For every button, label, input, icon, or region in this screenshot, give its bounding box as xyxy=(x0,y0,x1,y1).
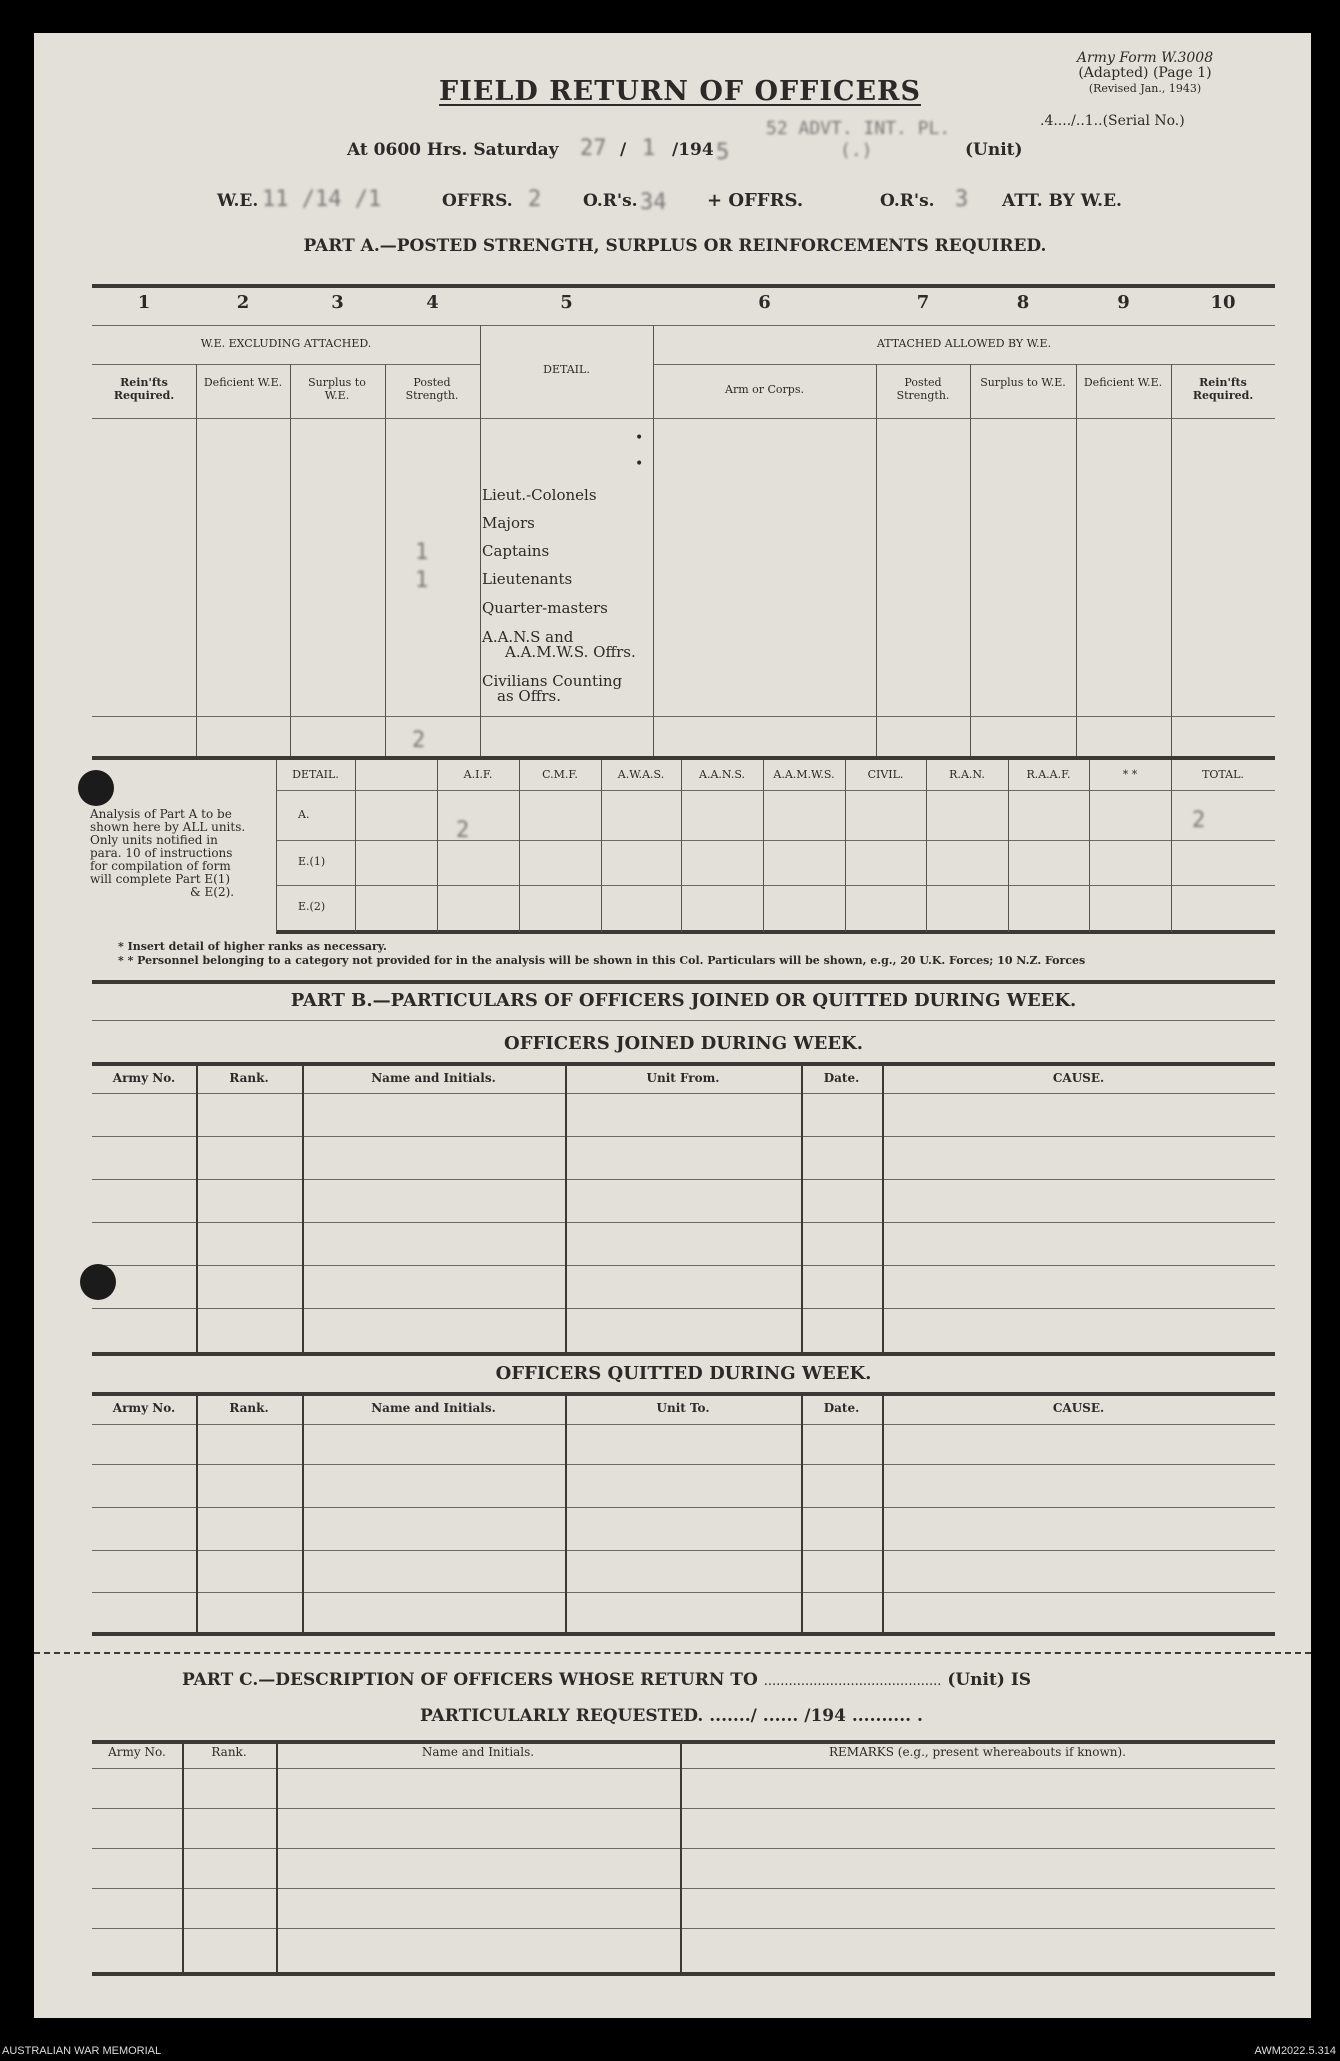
rank-lieut-colonels: Lieut.-Colonels xyxy=(482,486,597,504)
posted-captains: 1 xyxy=(415,540,429,565)
part-c-line1: PART C.—DESCRIPTION OF OFFICERS WHOSE RETURN TO ........................................... (Unit) IS xyxy=(182,1670,1032,1690)
analysis-note: Analysis of Part A to be shown here by ALL units. Only units notified in para. 10 of instructions for compilation of form will complete Part E(1) & E(2). xyxy=(90,807,246,899)
ors2-value: 3 xyxy=(955,187,969,212)
rank-civilians: Civilians Counting xyxy=(482,672,623,690)
rank-lieutenants: Lieutenants xyxy=(482,570,573,588)
year-suffix: 5 xyxy=(716,140,730,165)
head-posted-strength: Posted Strength. xyxy=(405,376,459,402)
col-number-2: 2 xyxy=(236,292,250,313)
ors2-label: O.R's. xyxy=(880,191,935,211)
ors-value: 34 xyxy=(640,190,667,215)
form-title: FIELD RETURN OF OFFICERS xyxy=(439,76,921,107)
head-surplus-we: Surplus to W.E. xyxy=(308,376,366,402)
head-posted-strength-att: Posted Strength. xyxy=(896,376,950,402)
part-c-head-remarks: REMARKS (e.g., present whereabouts if known). xyxy=(829,1745,1126,1759)
analysis-head-raaf: R.A.A.F. xyxy=(1026,768,1071,781)
form-ref-line3: (Revised Jan., 1943) xyxy=(1088,82,1202,95)
part-a-top-rule xyxy=(92,284,1275,288)
plus-offrs-label: + OFFRS. xyxy=(707,190,804,211)
part-c-head-rank: Rank. xyxy=(211,1745,247,1759)
joined-title: OFFICERS JOINED DURING WEEK. xyxy=(504,1033,863,1054)
part-a-title: PART A.—POSTED STRENGTH, SURPLUS OR REINFORCEMENTS REQUIRED. xyxy=(303,236,1047,256)
head-deficient-we-att: Deficient W.E. xyxy=(1083,376,1163,389)
head-reinfts-required-att: Rein'fts Required. xyxy=(1192,376,1254,402)
part-b-title: PART B.—PARTICULARS OF OFFICERS JOINED OR QUITTED DURING WEEK. xyxy=(290,990,1077,1011)
analysis-head-civil: CIVIL. xyxy=(867,768,904,781)
analysis-head-other: * * xyxy=(1122,768,1138,781)
footnote-1: * Insert detail of higher ranks as necessary. xyxy=(118,940,387,953)
offrs-label: OFFRS. xyxy=(442,191,513,211)
analysis-head-cmf: C.M.F. xyxy=(542,768,578,781)
quitted-head-rank: Rank. xyxy=(229,1401,269,1415)
form-ref-line1: Army Form W.3008 xyxy=(1076,50,1214,66)
unit-label: (Unit) xyxy=(965,140,1023,160)
analysis-total-a: 2 xyxy=(1192,808,1206,833)
analysis-aif-a: 2 xyxy=(456,818,470,843)
quitted-head-date: Date. xyxy=(823,1401,860,1415)
unit-name-blurred: 52 ADVT. INT. PL. xyxy=(766,118,951,139)
posted-lieutenants: 1 xyxy=(415,568,429,593)
analysis-head-aamws: A.A.M.W.S. xyxy=(773,768,835,781)
posted-total: 2 xyxy=(412,728,426,753)
analysis-row-e2: E.(2) xyxy=(298,900,326,913)
col-number-1: 1 xyxy=(137,292,151,313)
analysis-row-e1: E.(1) xyxy=(298,855,326,868)
head-deficient-we: Deficient W.E. xyxy=(203,376,283,389)
joined-head-army-no: Army No. xyxy=(112,1071,176,1085)
part-c-line2: PARTICULARLY REQUESTED. ......./ ...... /194 .......... . xyxy=(420,1706,923,1726)
footnote-2: * * Personnel belonging to a category not provided for in the analysis will be shown in this Col. Particulars will be shown, e.g., 20 U.K. Forces; 10 N.Z. Forces xyxy=(118,954,1086,967)
head-detail: DETAIL. xyxy=(543,363,590,376)
serial-number: .4..../..1..(Serial No.) xyxy=(1040,113,1185,129)
joined-head-unit-from: Unit From. xyxy=(646,1071,720,1085)
part-c-head-army-no: Army No. xyxy=(108,1745,166,1759)
col-number-3: 3 xyxy=(331,292,344,313)
footer-left: AUSTRALIAN WAR MEMORIAL xyxy=(2,2045,162,2057)
rank-captains: Captains xyxy=(482,542,550,560)
col-number-5: 5 xyxy=(560,292,573,313)
analysis-head-detail: DETAIL. xyxy=(292,768,339,781)
date-month: 1 xyxy=(642,136,656,161)
date-day: 27 xyxy=(580,136,607,161)
rank-majors: Majors xyxy=(482,514,535,532)
col-number-9: 9 xyxy=(1117,292,1130,313)
col-number-10: 10 xyxy=(1210,292,1236,313)
ors-label: O.R's. xyxy=(583,191,638,211)
attached-allowed: ATTACHED ALLOWED BY W.E. xyxy=(876,337,1052,350)
quitted-head-unit-to: Unit To. xyxy=(656,1401,710,1415)
we-value: 11 /14 /1 xyxy=(262,187,382,212)
col-number-7: 7 xyxy=(916,292,930,313)
col-number-4: 4 xyxy=(426,292,439,313)
year-prefix: /194 xyxy=(672,140,714,160)
quitted-head-army-no: Army No. xyxy=(112,1401,176,1415)
quitted-head-cause: CAUSE. xyxy=(1052,1401,1105,1415)
col-number-6: 6 xyxy=(758,292,771,313)
punch-hole xyxy=(78,770,114,806)
head-reinfts-required: Rein'fts Required. xyxy=(113,376,175,402)
footer-right: AWM2022.5.314 xyxy=(1254,2045,1336,2057)
analysis-head-ran: R.A.N. xyxy=(949,768,985,781)
offrs-value: 2 xyxy=(528,187,542,212)
part-c-head-name: Name and Initials. xyxy=(421,1745,535,1759)
head-surplus-we-att: Surplus to W.E. xyxy=(980,376,1066,389)
we-excluding-attached: W.E. EXCLUDING ATTACHED. xyxy=(200,337,372,350)
rank-aamws: A.A.M.W.S. Offrs. xyxy=(505,643,636,661)
analysis-head-aif: A.I.F. xyxy=(463,768,493,781)
analysis-head-total: TOTAL. xyxy=(1202,768,1244,781)
col-number-8: 8 xyxy=(1016,292,1030,313)
rank-aans: A.A.N.S and xyxy=(482,628,574,646)
joined-head-rank: Rank. xyxy=(229,1071,269,1085)
analysis-head-aans: A.A.N.S. xyxy=(699,768,745,781)
analysis-head-awas: A.W.A.S. xyxy=(617,768,665,781)
quitted-head-name: Name and Initials. xyxy=(371,1401,496,1415)
at-hours-label: At 0600 Hrs. Saturday xyxy=(347,140,559,160)
joined-head-name: Name and Initials. xyxy=(371,1071,496,1085)
att-by-we-label: ATT. BY W.E. xyxy=(1002,191,1122,211)
joined-head-cause: CAUSE. xyxy=(1052,1071,1105,1085)
rank-quarter-masters: Quarter-masters xyxy=(482,599,608,617)
joined-head-date: Date. xyxy=(823,1071,860,1085)
rank-civilians-2: as Offrs. xyxy=(497,687,561,705)
head-arm-corps: Arm or Corps. xyxy=(725,383,804,396)
perforation-line xyxy=(34,1652,1311,1654)
unit-name-blurred-2: (.) xyxy=(840,140,873,161)
form-ref-line2: (Adapted) (Page 1) xyxy=(1078,65,1212,81)
punch-hole-2 xyxy=(80,1264,116,1300)
part-a-bottom-rule xyxy=(92,756,1275,760)
analysis-row-a: A. xyxy=(298,808,310,821)
we-label: W.E. xyxy=(217,191,259,211)
quitted-title: OFFICERS QUITTED DURING WEEK. xyxy=(495,1363,872,1384)
